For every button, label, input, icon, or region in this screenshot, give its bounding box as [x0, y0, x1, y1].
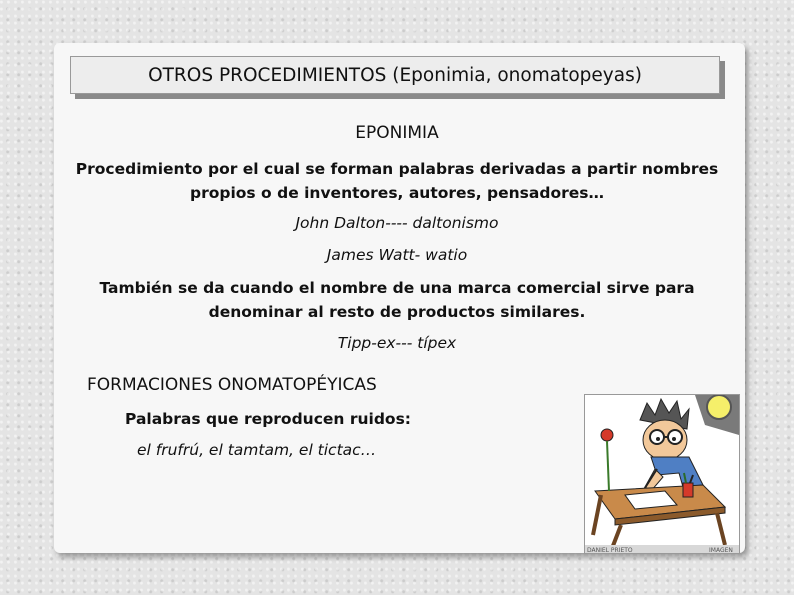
onomatopeyas-heading: FORMACIONES ONOMATOPÉYICAS [87, 375, 377, 395]
brand-line1: También se da cuando el nombre de una marca comercial sirve para [99, 279, 695, 297]
example-watt: James Watt- watio [326, 246, 468, 264]
eponimia-heading: EPONIMIA [355, 123, 439, 143]
page-title: OTROS PROCEDIMIENTOS (Eponimia, onomatopeyas) [148, 64, 642, 86]
example-dalton: John Dalton---- daltonismo [295, 214, 499, 232]
eponimia-definition-line2: propios o de inventores, autores, pensadores… [189, 184, 604, 202]
eponimia-definition-line1: Procedimiento por el cual se forman palabras derivadas a partir nombres [75, 160, 719, 178]
onomatopeyas-definition: Palabras que reproducen ruidos: [125, 410, 412, 428]
title-box [70, 56, 720, 94]
onomatopeyas-examples: el frufrú, el tamtam, el tictac… [137, 441, 377, 459]
illustration-caption-left: DANIEL PRIETO [587, 547, 633, 553]
brand-line2: denominar al resto de productos similares. [208, 303, 586, 321]
example-tippex: Tipp-ex--- típex [337, 334, 457, 352]
student-writing-illustration [584, 394, 740, 554]
cartoon-student-icon [585, 395, 739, 553]
illustration-caption-right: IMAGEN [709, 547, 733, 553]
